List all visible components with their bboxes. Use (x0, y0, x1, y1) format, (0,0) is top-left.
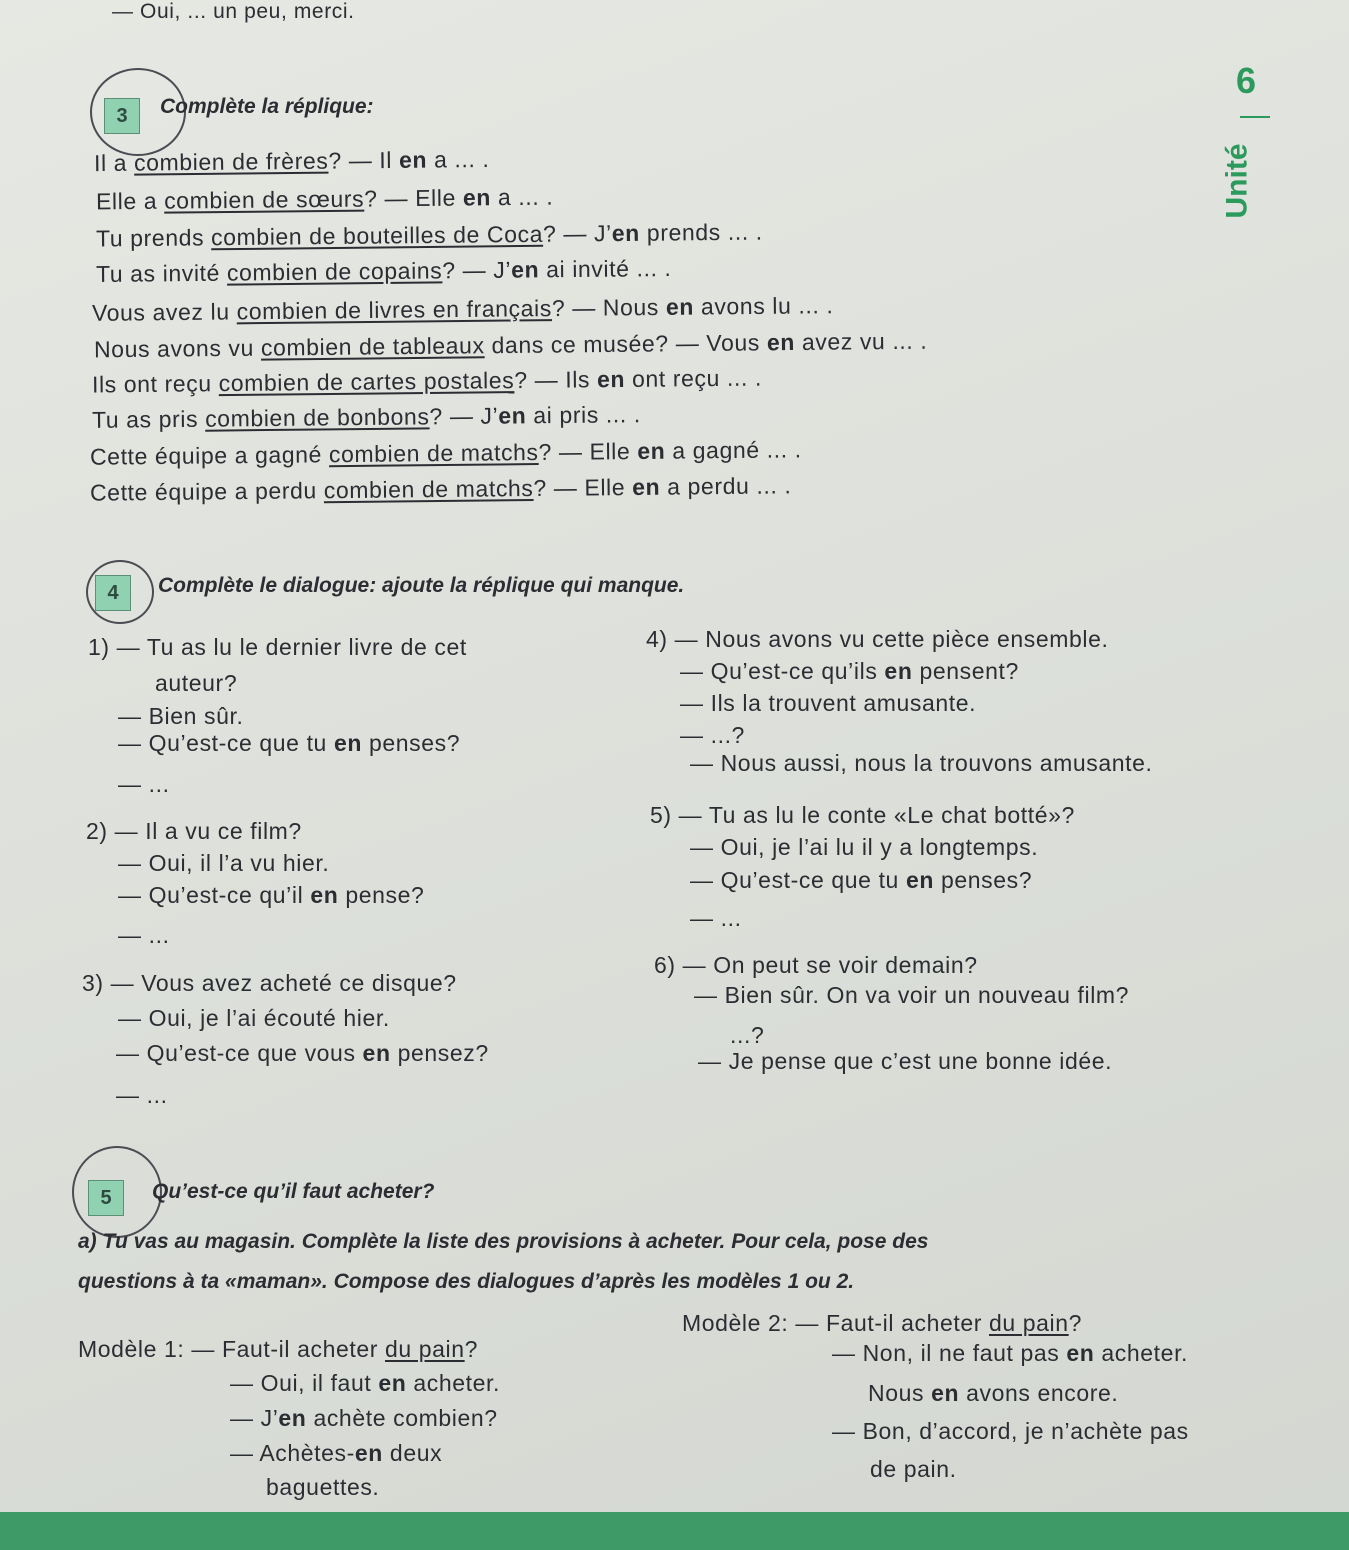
d6-line1: 6) — On peut se voir demain? (654, 952, 978, 978)
d5-line2: — Oui, je l’ai lu il y a longtemps. (690, 834, 1039, 860)
d1-line3: — Bien sûr. (118, 703, 244, 729)
model-2-line5: de pain. (870, 1456, 957, 1482)
unit-divider (1240, 116, 1270, 118)
top-line: — Oui, ... un peu, merci. (112, 0, 355, 23)
page-bottom-band (0, 1512, 1349, 1550)
exercise-3-line: Cette équipe a perdu combien de matchs? — Elle en a perdu ... . (89, 472, 792, 506)
model-2-line4: — Bon, d’accord, je n’achète pas (832, 1418, 1189, 1444)
model-1-line5: baguettes. (266, 1474, 380, 1500)
d5-line4: — ... (690, 905, 742, 931)
exercise-5-instruction-2: questions à ta «maman». Compose des dialogues d’après les modèles 1 ou 2. (78, 1270, 855, 1293)
exercise-3-line: Nous avons vu combien de tableaux dans ce musée? — Vous en avez vu ... . (93, 327, 928, 363)
d3-line2: — Oui, je l’ai écouté hier. (118, 1005, 390, 1031)
d1-line2: auteur? (155, 670, 238, 696)
d5-line3: — Qu’est-ce que tu en penses? (690, 867, 1033, 893)
unit-marker (1220, 60, 1282, 220)
d3-line4: — ... (116, 1082, 168, 1108)
model-1-line4: — Achètes-en deux (230, 1440, 443, 1466)
d2-line2: — Oui, il l’a vu hier. (118, 850, 330, 876)
d4-line3: — Ils la trouvent amusante. (680, 690, 977, 716)
d1-line1: 1) — Tu as lu le dernier livre de cet (88, 634, 467, 660)
exercise-3-line: Tu as invité combien de copains? — J’en ai invité ... . (95, 254, 672, 288)
d6-line2: — Bien sûr. On va voir un nouveau film? (694, 982, 1130, 1008)
exercise-5-number: 5 (88, 1180, 124, 1216)
exercise-3-line: Tu as pris combien de bonbons? — J’en ai pris ... . (91, 401, 641, 433)
model-1-line2: — Oui, il faut en acheter. (230, 1370, 501, 1396)
exercise-3-number: 3 (104, 98, 140, 134)
exercise-3-line: Tu prends combien de bouteilles de Coca? — J’en prends ... . (95, 218, 763, 252)
exercise-5-instruction-1: a) Tu vas au magasin. Complète la liste des provisions à acheter. Pour cela, pose des (78, 1230, 929, 1253)
d4-line4: — ...? (680, 722, 745, 748)
exercise-3-line: Cette équipe a gagné combien de matchs? — Elle en a gagné ... . (89, 436, 802, 470)
exercise-3-line: Il a combien de frères? — Il en a ... . (93, 145, 490, 177)
exercise-3-line: Vous avez lu combien de livres en français? — Nous en avons lu ... . (91, 292, 834, 326)
d4-line2: — Qu’est-ce qu’ils en pensent? (680, 658, 1019, 684)
unit-label: Unité (1220, 143, 1254, 219)
d5-line1: 5) — Tu as lu le conte «Le chat botté»? (650, 802, 1075, 828)
exercise-3-title: Complète la réplique: (160, 95, 374, 118)
model-2-line2: — Non, il ne faut pas en acheter. (832, 1340, 1189, 1366)
unit-number: 6 (1236, 60, 1257, 101)
d4-line1: 4) — Nous avons vu cette pièce ensemble. (646, 626, 1109, 652)
exercise-5-title: Qu’est-ce qu’il faut acheter? (152, 1180, 435, 1203)
d1-line4: — Qu’est-ce que tu en penses? (118, 730, 461, 756)
model-2-line1: Modèle 2: — Faut-il acheter du pain? (682, 1310, 1083, 1336)
exercise-4-number: 4 (95, 575, 131, 611)
exercise-3-line: Ils ont reçu combien de cartes postales? — Ils en ont reçu ... . (91, 364, 763, 398)
model-1-line3: — J’en achète combien? (230, 1405, 498, 1431)
d6-line4: — Je pense que c’est une bonne idée. (698, 1048, 1113, 1074)
model-2-line3: Nous en avons encore. (868, 1380, 1119, 1406)
model-1-line1: Modèle 1: — Faut-il acheter du pain? (78, 1336, 479, 1362)
exercise-4-title: Complète le dialogue: ajoute la réplique qui manque. (158, 574, 685, 597)
exercise-3-line: Elle a combien de sœurs? — Elle en a ... . (95, 183, 554, 215)
d2-line3: — Qu’est-ce qu’il en pense? (118, 882, 425, 908)
d2-line4: — ... (118, 922, 170, 948)
d4-line5: — Nous aussi, nous la trouvons amusante. (690, 750, 1153, 776)
d3-line3: — Qu’est-ce que vous en pensez? (116, 1040, 489, 1066)
d3-line1: 3) — Vous avez acheté ce disque? (82, 970, 457, 996)
d1-line5: — ... (118, 771, 170, 797)
d2-line1: 2) — Il a vu ce film? (86, 818, 302, 844)
d6-line3: ...? (730, 1022, 765, 1048)
